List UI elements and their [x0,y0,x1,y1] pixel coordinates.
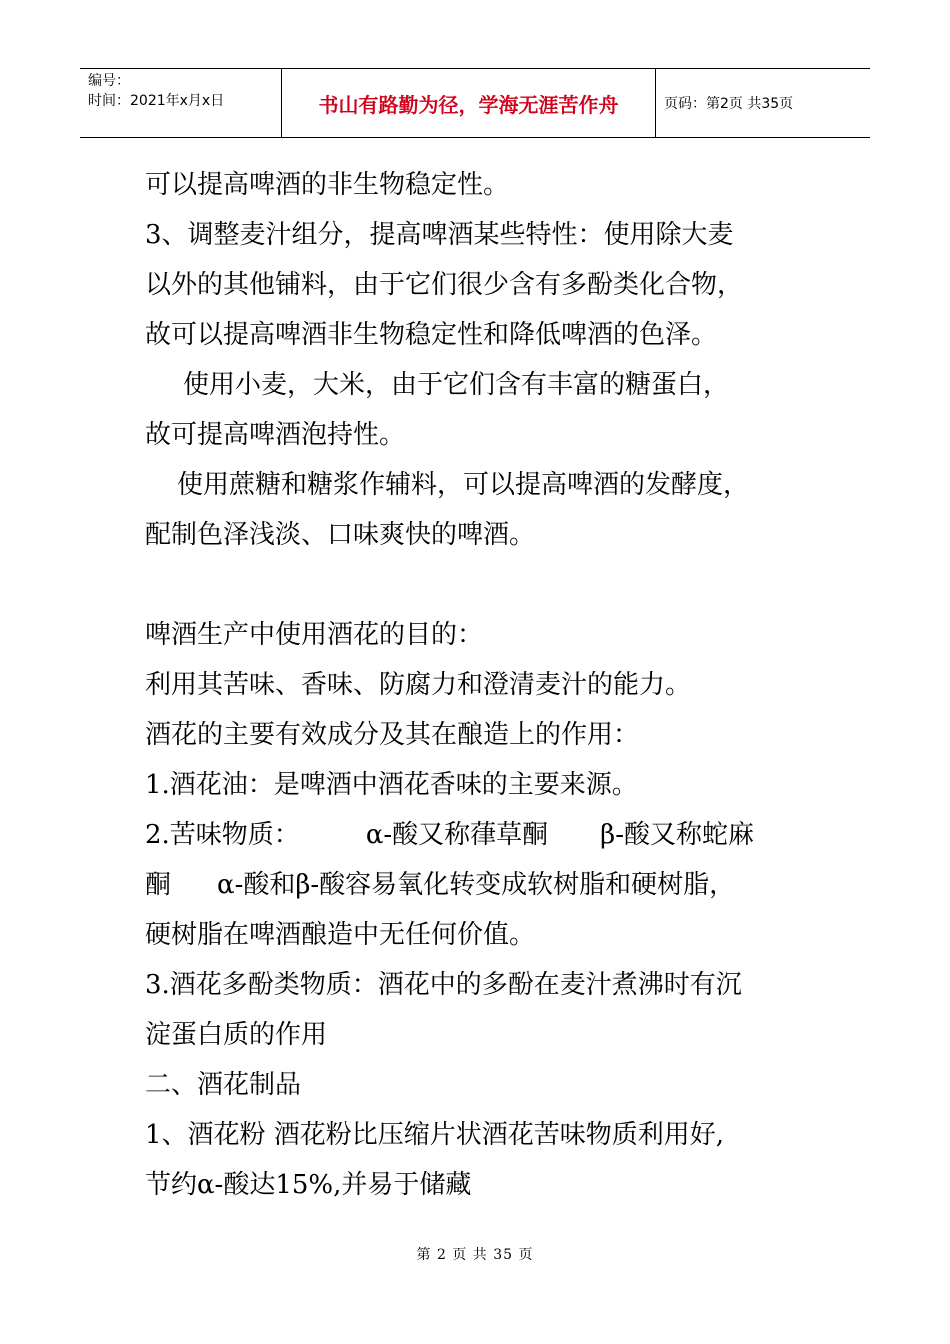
header-page-info: 页码：第2页 共35页 [664,96,794,112]
document-number-label: 编号： [88,73,130,89]
header-motto: 书山有路勤为径，学海无涯苦作舟 [318,92,619,117]
body-line: 酒花的主要有效成分及其在酿造上的作用： [145,720,640,750]
body-line: 3.酒花多酚类物质：酒花中的多酚在麦汁煮沸时有沉 [145,970,742,1000]
body-line: 节约α-酸达15%,并易于储藏 [145,1170,472,1200]
alpha-acid-text: α-酸又称葎草酮 [365,820,549,850]
body-line [145,860,825,910]
body-line: 使用蔗糖和糖浆作辅料，可以提高啤酒的发酵度， [177,470,750,500]
beta-acid-text: β-酸又称蛇麻 [600,820,754,850]
oxidation-text: α-酸和β-酸容易氧化转变成软树脂和硬树脂， [217,870,736,900]
body-line: 硬树脂在啤酒酿造中无任何价值。 [145,920,536,950]
body-line: 使用小麦，大米，由于它们含有丰富的糖蛋白， [183,370,730,400]
body-line: 利用其苦味、香味、防腐力和澄清麦汁的能力。 [145,670,692,700]
page-header [80,68,870,138]
ketone-text: 酮 [145,870,172,900]
body-line: 3、调整麦汁组分，提高啤酒某些特性：使用除大麦 [145,220,734,250]
page-footer: 第 2 页 共 35 页 [416,1247,534,1263]
body-line: 淀蛋白质的作用 [145,1020,328,1050]
header-meta [88,71,278,111]
body-line: 可以提高啤酒的非生物稳定性。 [145,170,510,200]
document-body [145,160,825,1210]
blank-line [145,560,825,610]
section-heading: 啤酒生产中使用酒花的目的： [145,620,484,650]
document-date: 时间：2021年x月x日 [88,93,225,109]
body-line: 故可提高啤酒泡持性。 [145,420,406,450]
bitter-substance-label: 2.苦味物质： [145,820,300,850]
body-line: 配制色泽浅淡、口味爽快的啤酒。 [145,520,536,550]
body-line: 故可以提高啤酒非生物稳定性和降低啤酒的色泽。 [145,320,718,350]
body-line: 以外的其他铺料，由于它们很少含有多酚类化合物， [145,270,744,300]
body-line: 1、酒花粉 酒花粉比压缩片状酒花苦味物质利用好, [145,1120,725,1150]
body-line [145,810,825,860]
header-divider [655,69,656,137]
body-line: 1.酒花油：是啤酒中酒花香味的主要来源。 [145,770,638,800]
section-heading: 二、酒花制品 [145,1070,302,1100]
